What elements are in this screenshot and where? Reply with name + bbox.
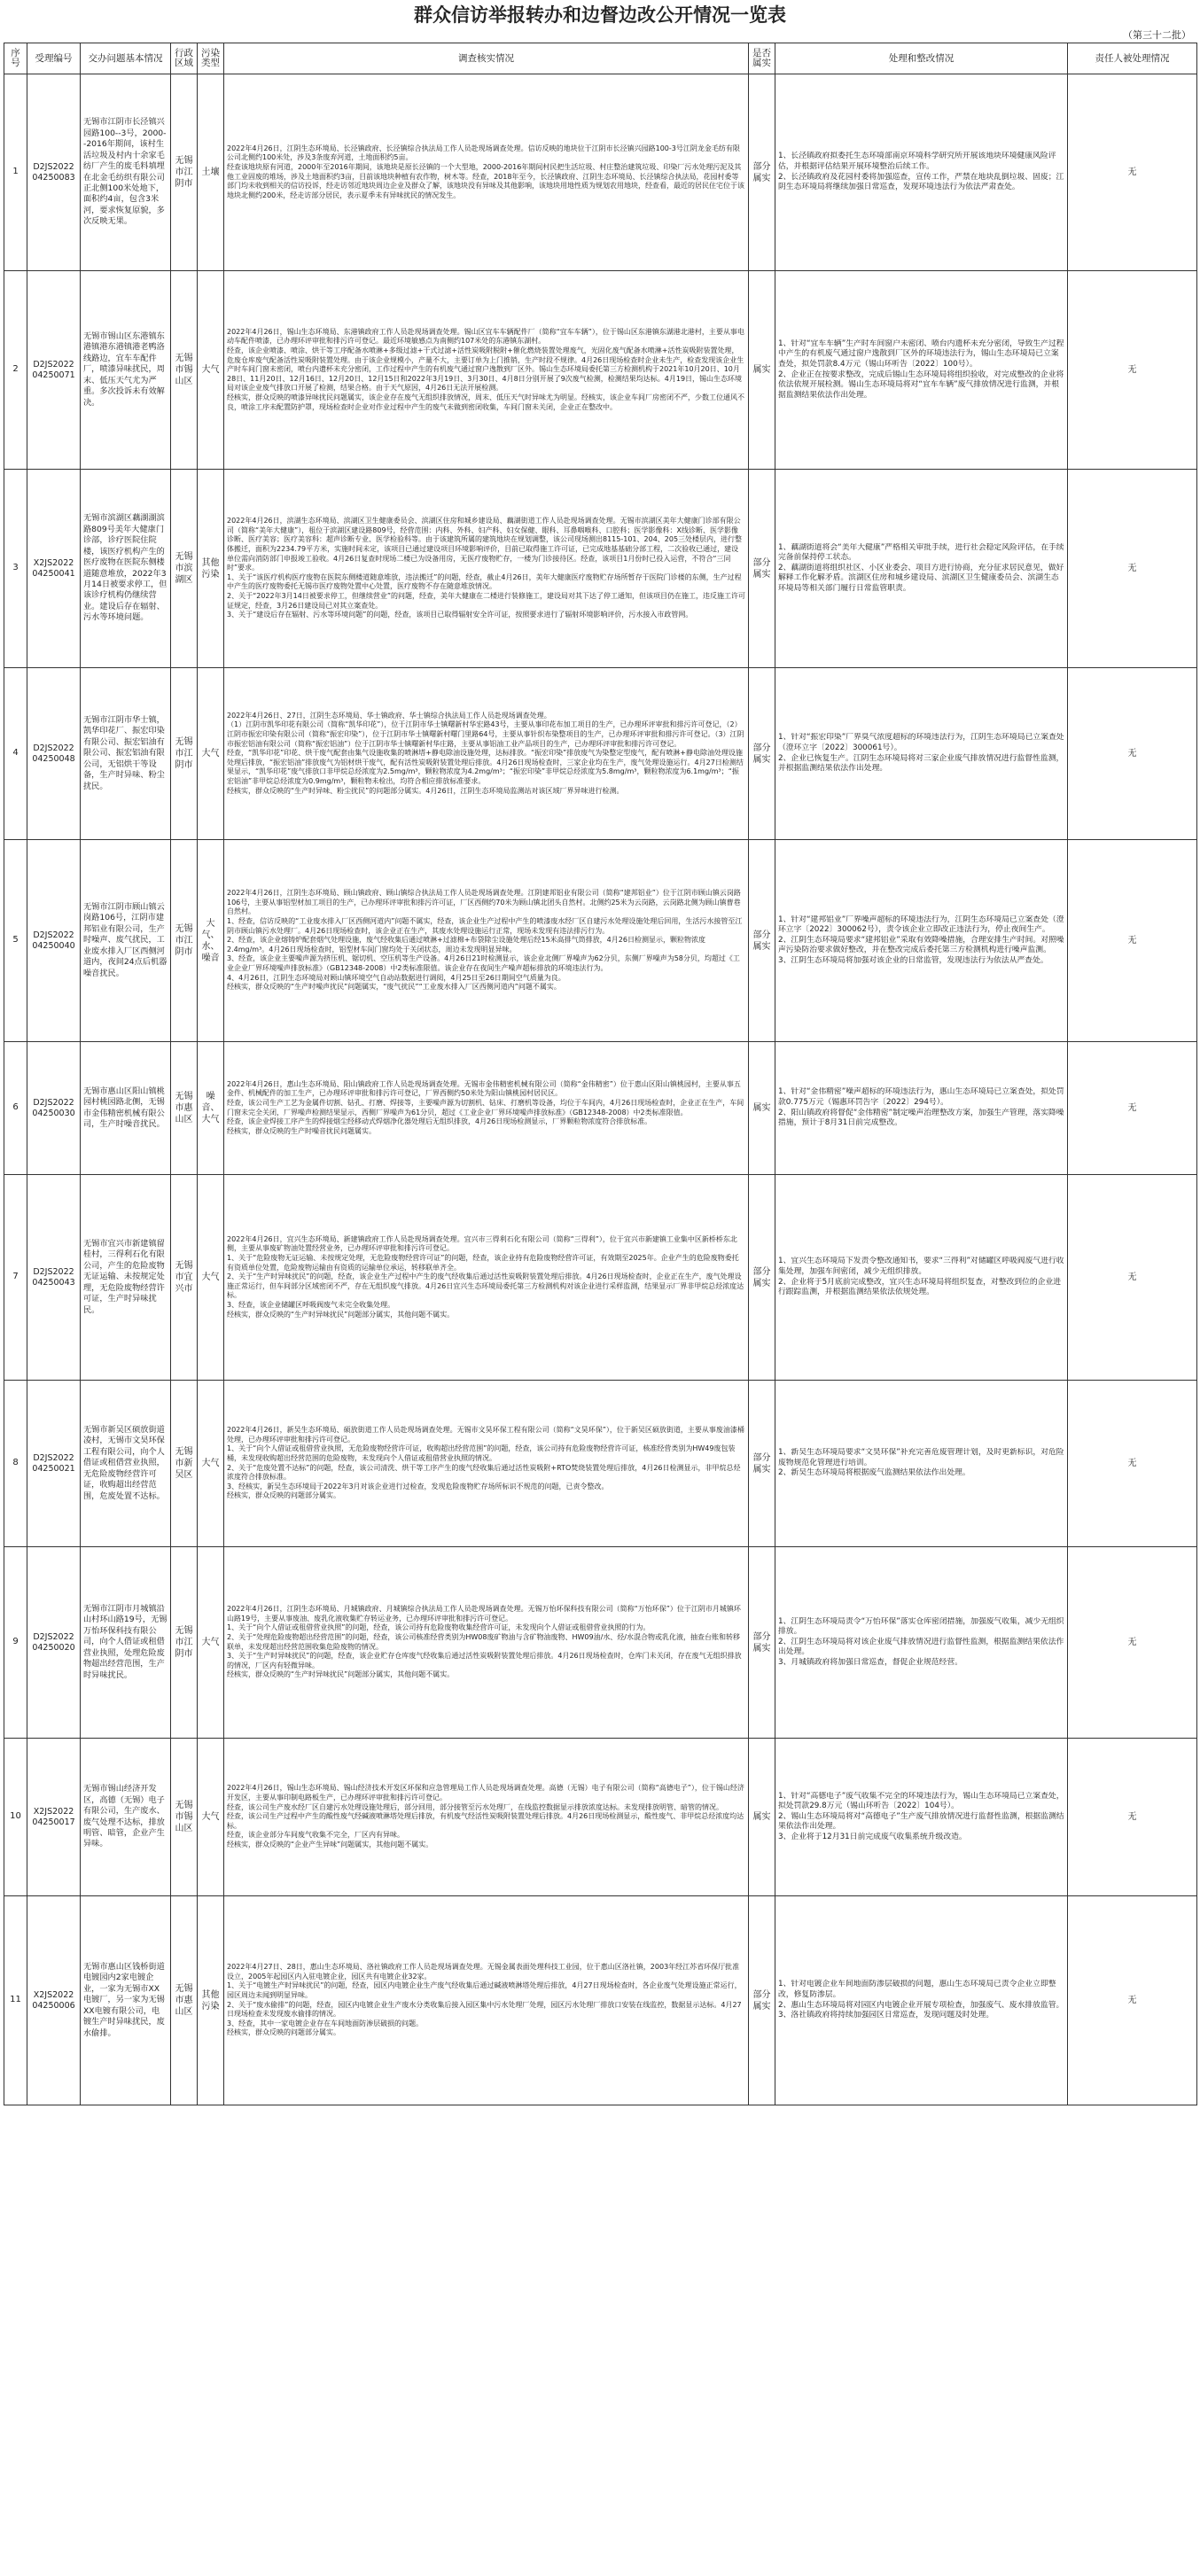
row-result <box>775 1896 1068 2105</box>
row-area <box>171 1042 198 1175</box>
row-real <box>749 668 775 840</box>
table-row <box>4 470 1197 668</box>
row-real <box>749 840 775 1042</box>
row-investigation-text: 2022年4月26日，江阴生态环境局、月城镇政府、月城镇综合执法局工作人员赴现场调查处理。无锡万怡环保科技有限公司（简称“万怡环保”）位于江阴市月城镇环山路19号，主要从事废油、废乳化液收集贮存转运业务，已办理环评审批和排污许可登记。 1、关于“向个人借证或租借营业执照”的问题，经查，该公司持有危险废物收集经营许可证，未发现向个人借证或租借营业执照的行为。 2、关于“处理危险废物超出经营范围”的问题，经查，该公司核准经营类别为HW08废矿物油与含矿物油废物、HW09油/水、烃/水混合物或乳化液，抽查台账和转移联单，未发现超出经营范围收集危险废物的情况。 3、关于“生产时异味扰民”的问题，经查，该企业贮存仓库废气经收集后通过活性炭吸附装置处理后排放。4月26日现场检查时，仓库门未关闭，存在废气无组织排放的情况，厂区内有轻微异味。 经核实，群众反映的“生产时异味扰民”问题部分属实，其他问题不属实。 <box>227 1605 742 1679</box>
row-id <box>27 840 81 1042</box>
row-basic-text: 无锡市锡山经济开发区，高德（无锡）电子有限公司，生产废水、废气处理不达标，排放明管、暗管，企业产生异味。 <box>83 1784 165 1849</box>
row-investigation <box>224 840 749 1042</box>
row-result-text: 1、针对“振宏印染”厂界臭气浓度超标的环境违法行为，江阴生态环境局已立案查处（澄环立字〔2022〕300061号）。 2、企业已恢复生产。江阴生态环境局将对三家企业废气排放情况进行监督性监测，并根据监测结果依法作出处理。 <box>778 733 1064 774</box>
row-basic <box>81 1175 171 1381</box>
row-type-text: 其他污染 <box>201 1989 220 2012</box>
row-investigation-text: 2022年4月27日、28日，惠山生态环境局、洛社镇政府工作人员赴现场调查处理。无锡金属表面处理科技工业园，位于惠山区洛社镇，2003年经江苏省环保厅批准设立，2005年起园区内入驻电镀企业，园区共有电镀企业32家。 1、关于“电镀生产时异味扰民”的问题，经查，园区内电镀企业生产废气经收集后通过碱液喷淋塔处理后排放，4月27日现场检查时，各企业废气处理设施正常运行，园区周边未闻到明显异味。 2、关于“废水偷排”的问题，经查，园区内电镀企业生产废水分类收集后接入园区集中污水处理厂处理，园区污水处理厂排放口安装在线监控，数据显示达标。4月27日现场检查未发现废水偷排的情况。 3、经查，其中一家电镀企业存在车间地面防渗层破损的问题。 经核实，群众反映的问题部分属实。 <box>227 1963 742 2037</box>
row-basic <box>81 1739 171 1896</box>
row-real-text: 部分属实 <box>752 1452 771 1475</box>
row-basic-text: 无锡市江阴市华士镇，凯华印花厂、振宏印染有限公司、振宏铝油有限公司、振宏铝油有限公司，无铝烘干等设备，生产时异味、粉尘扰民。 <box>83 715 165 791</box>
row-type-text: 大气 <box>201 749 220 759</box>
row-id-text: D2JS2022 04250048 <box>32 743 75 764</box>
row-seq-text: 8 <box>12 1459 19 1468</box>
table-row <box>4 1175 1197 1381</box>
row-id <box>27 668 81 840</box>
row-id <box>27 1896 81 2105</box>
row-seq-text: 1 <box>12 167 19 177</box>
row-resp <box>1068 1739 1197 1896</box>
row-seq <box>4 1547 27 1739</box>
row-id <box>27 1739 81 1896</box>
row-result <box>775 840 1068 1042</box>
row-id-text: X2JS2022 04250006 <box>32 1989 75 2011</box>
row-resp-text: 无 <box>1127 564 1137 573</box>
row-type <box>198 74 224 271</box>
table-row <box>4 1381 1197 1547</box>
row-basic <box>81 271 171 470</box>
row-type <box>198 271 224 470</box>
disclosure-table <box>4 43 1197 2105</box>
row-resp-text: 无 <box>1127 1638 1137 1647</box>
row-resp <box>1068 1547 1197 1739</box>
row-result-text: 1、新吴生态环境局要求“文昊环保”补充完善危废管理计划，及时更新标识，对危险废物规范化管理进行培训。 2、新吴生态环境局将根据废气监测结果依法作出处理。 <box>778 1448 1064 1478</box>
row-resp <box>1068 470 1197 668</box>
row-area-text: 无锡市锡山区 <box>175 1801 193 1833</box>
header-id: 受理编号 <box>27 43 81 74</box>
row-real <box>749 1547 775 1739</box>
row-seq-text: 10 <box>10 1812 21 1822</box>
row-seq <box>4 1896 27 2105</box>
row-result <box>775 668 1068 840</box>
row-id-text: D2JS2022 04250071 <box>32 359 75 380</box>
row-result <box>775 470 1068 668</box>
row-id-text: D2JS2022 04250030 <box>32 1097 75 1118</box>
header-investigation: 调查核实情况 <box>224 43 749 74</box>
row-basic-text: 无锡市滨湖区藕湖湖滨路809号美年大健康门诊部，诊疗医院住院楼，该医疗机构产生的医疗废物在医院东侧楼道随意堆放，2022年3月14日被要求停工，但该诊疗机构仍继续营业。建设后存在辐射、污水等环境问题。 <box>83 513 168 623</box>
row-investigation-text: 2022年4月26日，锡山生态环境局、锡山经济技术开发区环保和应急管理局工作人员赴现场调查处理。高德（无锡）电子有限公司（简称“高德电子”），位于锡山经济开发区，主要从事印制电路板生产，已办理环评审批和排污许可登记。 经查，该公司生产废水经厂区自建污水处理设施处理后，部分回用，部分接管至污水处理厂，在线监控数据显示排放浓度达标。未发现排放明管、暗管的情况。 经查，该公司生产过程中产生的酸性废气经碱液喷淋塔处理后排放，有机废气经活性炭吸附装置处理后排放。4月26日现场检测显示，酸性废气、非甲烷总烃浓度均达标。 经查，该企业部分车间废气收集不完全，厂区内有异味。 经核实，群众反映的“企业产生异味”问题属实，其他问题不属实。 <box>227 1784 744 1848</box>
row-resp <box>1068 1381 1197 1547</box>
row-type-text: 大气 <box>201 1812 220 1822</box>
row-investigation <box>224 668 749 840</box>
row-resp <box>1068 840 1197 1042</box>
row-seq-text: 6 <box>12 1103 19 1113</box>
row-resp <box>1068 1042 1197 1175</box>
row-id-text: X2JS2022 04250017 <box>32 1806 75 1827</box>
row-area-text: 无锡市江阴市 <box>175 737 193 770</box>
row-type <box>198 470 224 668</box>
row-type-text: 大气 <box>201 365 220 375</box>
row-result-text: 1、针对“高德电子”废气收集不完全的环境违法行为，锡山生态环境局已立案查处，拟处罚款29.8万元（锡山环听告〔2022〕104号）。 2、锡山生态环境局将对“高德电子”生产废气排放情况进行监督性监测，根据监测结果依法作出处理。 3、企业将于12月31日前完成废气收集系统升级改造。 <box>778 1791 1064 1841</box>
row-id-text: D2JS2022 04250043 <box>32 1266 75 1288</box>
row-type <box>198 1042 224 1175</box>
header-resp: 责任人被处理情况 <box>1068 43 1197 74</box>
row-area <box>171 470 198 668</box>
row-result <box>775 74 1068 271</box>
row-resp-text: 无 <box>1127 1459 1137 1468</box>
row-id-text: D2JS2022 04250040 <box>32 930 75 951</box>
row-seq <box>4 470 27 668</box>
row-basic-text: 无锡市江阴市月城镇沿山村环山路19号，无锡万怡环保科技有限公司，向个人借证或租借营业执照，处理危险废物超出经营范围，生产时异味扰民。 <box>83 1604 168 1680</box>
row-seq <box>4 1175 27 1381</box>
row-id <box>27 1042 81 1175</box>
row-area-text: 无锡市江阴市 <box>175 924 193 957</box>
row-basic-text: 无锡市新吴区硕放街道凌村，无锡市文昊环保工程有限公司，向个人借证或租借营业执照，无危险废物经营许可证，收购超出经营范围，危废处置不达标。 <box>83 1425 165 1501</box>
row-type-text: 噪音、大气 <box>201 1092 220 1125</box>
row-result <box>775 1175 1068 1381</box>
row-seq-text: 7 <box>12 1272 19 1282</box>
row-basic-text: 无锡市江阴市长泾镇兴园路100--3号，2000--2016年期间，该村生活垃圾及村内十余家毛纺厂产生的废毛料填埋在北金毛纺织有限公司正北侧100米处地下，面积约4亩，包含3米河，要求恢复原貌，多次反映无果。 <box>83 117 167 227</box>
row-real-text: 属实 <box>752 1103 771 1113</box>
row-area-text: 无锡市新吴区 <box>175 1447 193 1480</box>
row-type <box>198 1896 224 2105</box>
row-type-text: 大气 <box>201 1459 220 1468</box>
row-investigation <box>224 1175 749 1381</box>
page-title: 群众信访举报转办和边督边改公开情况一览表 <box>414 4 786 26</box>
row-seq-text: 2 <box>12 365 19 375</box>
row-type-text: 大气、水、噪音 <box>201 918 220 963</box>
row-type <box>198 1547 224 1739</box>
row-resp-text: 无 <box>1127 936 1137 946</box>
row-real-text: 部分属实 <box>752 1266 771 1288</box>
row-investigation <box>224 1042 749 1175</box>
row-real <box>749 1042 775 1175</box>
row-basic <box>81 1381 171 1547</box>
row-real-text: 部分属实 <box>752 743 771 765</box>
row-resp-text: 无 <box>1127 1103 1137 1113</box>
row-area <box>171 74 198 271</box>
row-resp-text: 无 <box>1127 749 1137 759</box>
row-area-text: 无锡市江阴市 <box>175 1626 193 1659</box>
row-result-text: 1、江阴生态环境局责令“万怡环保”落实仓库密闭措施，加强废气收集，减少无组织排放。 2、江阴生态环境局将对该企业废气排放情况进行监督性监测，根据监测结果依法作出处理。 3、月城镇政府将加强日常巡查，督促企业规范经营。 <box>778 1616 1064 1667</box>
table-row <box>4 1896 1197 2105</box>
row-basic <box>81 1042 171 1175</box>
row-type-text: 其他污染 <box>201 557 220 580</box>
row-area <box>171 271 198 470</box>
row-seq <box>4 1739 27 1896</box>
batch-label: （第三十二批） <box>1123 29 1191 41</box>
row-real <box>749 470 775 668</box>
row-seq <box>4 74 27 271</box>
row-result <box>775 271 1068 470</box>
row-real-text: 部分属实 <box>752 1989 771 2012</box>
row-real <box>749 271 775 470</box>
row-investigation-text: 2022年4月26日，锡山生态环境局、东港镇政府工作人员赴现场调查处理。锡山区宜车车辆配件厂（简称“宜车车辆”），位于锡山区东港镇东湖港北港村，主要从事电动车配件喷漆，已办理环评审批和排污许可登记。最近环境敏感点为南侧约107米处的东港镇东湖村。 经查，该企业喷漆、喷涂、烘干等工序配备水喷淋+多级过滤+干式过滤+活性炭吸附脱附+催化燃烧装置处理废气，光固化废气配备水喷淋+活性炭吸附装置处理，危废仓库废气配备活性炭吸附装置处理。由于该企业规模小，产量不大，主要订单为上门推销，生产时段不规律。4月26日现场检查时企业未生产，检查发现该企业生产时车间门窗未密闭，喷台内遗杯未充分密闭，工作过程中产生的有机废气通过窗户逸散到厂区外。锡山生态环境局委托第三方检测机构于2021年10月20日、10月28日、11月20日、12月16日、12月20日、12月15日和2022年3月19日、3月30日、4月8日分别开展了9次废气检测，检测结果均达标。4月19日，锡山生态环境局对该企业废气排放口开展了检测，结果合格。由于天气原因，4月26日无法开展检测。 经核实，群众反映的喷漆异味扰民问题属实，该企业存在废气无组织排放情况，周末、低压天气时异味尤为明显。经核实，该企业车间厂房密闭不严，少数工位通风不良，喷涂工序未配置防护罩，现场检查时企业对作业过程中产生的废气未做到密闭收集，车间门窗未关闭，企业正在整改中。 <box>227 327 744 411</box>
table-row <box>4 1042 1197 1175</box>
header-real: 是否属实 <box>749 43 775 74</box>
row-resp <box>1068 271 1197 470</box>
table-header <box>4 43 1197 74</box>
row-id <box>27 470 81 668</box>
row-result <box>775 1042 1068 1175</box>
row-result <box>775 1381 1068 1547</box>
row-seq <box>4 271 27 470</box>
row-result-text: 1、针对“建邦铝业”厂界噪声超标的环境违法行为，江阴生态环境局已立案查处（澄环立字〔2022〕300062号），责令该企业立即改正违法行为，停止夜间生产。 2、江阴生态环境局要求“建邦铝业”采取有效降噪措施，合理安排生产时间。对照噪声污染防治要求做好整改，并在整改完成后委托第三方检测机构进行噪声监测。 3、江阴生态环境局将加强对该企业的日常监管，发现违法行为依法从严查处。 <box>778 914 1064 965</box>
table-row <box>4 1739 1197 1896</box>
row-area-text: 无锡市锡山区 <box>175 354 193 386</box>
row-resp-text: 无 <box>1127 1272 1137 1282</box>
row-seq <box>4 668 27 840</box>
row-seq-text: 9 <box>12 1638 19 1647</box>
row-result <box>775 1739 1068 1896</box>
table-row <box>4 271 1197 470</box>
row-id-text: X2JS2022 04250041 <box>32 557 75 579</box>
row-investigation <box>224 1896 749 2105</box>
row-investigation <box>224 1739 749 1896</box>
row-investigation-text: 2022年4月26日、27日，江阴生态环境局、华士镇政府、华士镇综合执法局工作人员赴现场调查处理。 （1）江阴市凯华印花有限公司（简称“凯华印花”），位于江阴市华士镇曙新村华宏路43号，主要从事印花布加工项目的生产，已办理环评审批和排污许可登记，（2）江阴市振宏印染有限公司（简称“振宏印染”），位于江阴市华士镇曙新村曙门里路64号，主要从事针织布染整项目的生产，已办理环评审批和排污许可登记。（3）江阴市振宏铝油有限公司（简称“振宏铝油”）位于江阴市华士镇曙新村华庄路，主要从事铝油工业产品项目的生产，已办理环评审批和排污许可登记。 经查，“凯华印花”印花、烘干废气配套由集气设施收集的喷淋塔+静电除油设施处理，达标排放。“振宏印染”排放废气为染整定型废气，配有喷淋+静电除油处理设施处理后排放，“振宏铝油”排放废气为铝材烘干废气，配有活性炭吸附装置处理后排放。4月26日现场检查时，三家企业均在生产，废气处理设施运行。4月27日检测结果显示，“凯华印花”废气排放口非甲烷总烃浓度为2.5mg/m³，颗粒物浓度为4.2mg/m³；“振宏印染”非甲烷总烃浓度为5.8mg/m³，颗粒物浓度为6.1mg/m³；“振宏铝油”非甲烷总烃浓度为0.9mg/m³，颗粒物未检出，均符合相应排放标准要求。 经核实，群众反映的“生产时异味、粉尘扰民”的问题部分属实。4月26日，江阴生态环境局监测站对该区域厂界异味进行检测。 <box>227 711 744 795</box>
row-resp <box>1068 668 1197 840</box>
row-area <box>171 1381 198 1547</box>
row-area-text: 无锡市惠山区 <box>175 1092 193 1125</box>
row-type <box>198 668 224 840</box>
row-real-text: 部分属实 <box>752 1631 771 1654</box>
row-investigation-text: 2022年4月26日，宜兴生态环境局、新建镇政府工作人员赴现场调查处理。宜兴市三得利石化有限公司（简称“三得利”），位于宜兴市新建镇工业集中区新桥桥东北侧，主要从事废矿物油处置经营业务，已办理环评审批和排污许可登记。 1、关于“危险废物无证运输、未按规定处理，无危险废物经营许可证”的问题，经查，该企业持有危险废物经营许可证，有效期至2025年。企业产生的危险废物委托有资质单位处置，危险废物运输由有资质的运输单位承运，转移联单齐全。 2、关于“生产时异味扰民”的问题，经查，该企业生产过程中产生的废气经收集后通过活性炭吸附装置处理后排放。4月26日现场检查时，企业正在生产，废气处理设施正常运行，但车间部分区域密闭不严，存在无组织废气排放。4月26日宜兴生态环境局委托第三方检测机构对该企业进行采样监测，结果显示厂界非甲烷总烃浓度达标。 3、经查，该企业储罐区呼吸阀废气未完全收集处理。 经核实，群众反映的“生产时异味扰民”问题部分属实，其他问题不属实。 <box>227 1234 744 1319</box>
row-resp-text: 无 <box>1127 167 1137 177</box>
row-id-text: D2JS2022 04250021 <box>32 1452 75 1474</box>
row-real-text: 属实 <box>752 1812 771 1822</box>
row-result-text: 1、藕湖街道将会“美年大健康”严格相关审批手续，进行社会稳定风险评估，在手续完备前保持停工状态。 2、藕湖街道将组织社区、小区业委会、项目方进行协商，充分征求居民意见，做好解释工作化解矛盾。滨湖区住房和城乡建设局、滨湖区卫生健康委员会、滨湖生态环境局等相关部门履行日常监管职责。 <box>778 542 1064 593</box>
row-investigation-text: 2022年4月26日，江阴生态环境局、长泾镇政府、长泾镇综合执法局工作人员赴现场调查处理。信访反映的地块位于江阴市长泾镇兴园路100-3号江阴龙金毛纺有限公司北侧约100米处，涉及3条废弃河道，土地面积约5亩。 经查该地块原有河道，2000年至2016年期间，该地块是原长泾镇的一个大型地，2000-2016年期间村民把生活垃圾、村庄整治建筑垃圾、印染厂污水处理污泥及其他工业固废的堆场，涉及土地面积约3亩，目前该地块种植有农作物，树木等。经查，2018年至今，长泾镇政府、江阴生态环境局、长泾镇综合执法局，花园村委等部门均未收到相关的信访投诉，经走访邻近地块周边企业及群众了解，该地块没有异味及其他影响，该地块用地性质为规划农用地块，经查看，最近的居民住宅位于该地块北侧约200米，经走访部分居民，表示夏季未有异味扰民的情况发生。 <box>227 144 744 199</box>
row-investigation-text: 2022年4月26日，惠山生态环境局、阳山镇政府工作人员赴现场调查处理。无锡市金伟精密机械有限公司（简称“金伟精密”）位于惠山区阳山镇桃园村，主要从事五金件、机械配件的加工生产，已办理环评审批和排污许可登记，厂界西侧约50米处为阳山镇桃园村居民区。 经查，该公司生产工艺为金属件切割、钻孔、打磨、焊接等，主要噪声源为切割机、钻床、打磨机等设备，均位于车间内，4月26日现场检查时，企业正在生产，车间门窗未完全关闭，厂界噪声检测结果显示，西侧厂界噪声为61分贝，超过《工业企业厂界环境噪声排放标准》（GB12348-2008）中2类标准限值。 经查，该企业焊接工序产生的焊接烟尘经移动式焊烟净化器处理后无组织排放，4月26日现场检测显示，厂界颗粒物浓度符合排放标准。 经核实，群众反映的生产时噪音扰民问题属实。 <box>227 1079 744 1135</box>
row-area-text: 无锡市宜兴市 <box>175 1261 193 1294</box>
row-real-text: 部分属实 <box>752 930 771 952</box>
row-basic <box>81 1896 171 2105</box>
row-area-text: 无锡市滨湖区 <box>175 552 193 585</box>
row-area <box>171 1896 198 2105</box>
row-seq-text: 5 <box>12 936 19 946</box>
row-investigation-text: 2022年4月26日，江阴生态环境局、顾山镇政府、顾山镇综合执法局工作人员赴现场调查处理。江阴建邦铝业有限公司（简称“建邦铝业”）位于江阴市顾山镇云岗路106号，主要从事铝型材加工项目的生产，已办理环评审批和排污许可证，厂区西侧约70米为顾山镇北团头自然村。北侧约25米为云岗路，云岗路北侧为顾山镇曹巷自然村。 1、经查，信访反映的“工业废水排入厂区西侧河道内”问题不属实，经查，该企业生产过程中产生的喷漆废水经厂区自建污水处理设施处理后回用，生活污水接管至江阴市顾山镇污水处理厂。4月26日现场检查时，该企业正在生产，其废水处理设施运行正常，现场未发现有违法排污行为。 2、经查，该企业熔铸炉配套烟气处理设施，废气经收集后通过喷淋+过滤棉+布袋除尘设施处理后经15米高排气筒排放，4月26日检测显示，颗粒物浓度2.4mg/m³。4月26日现场检查时，铝型材车间门窗均处于关闭状态，周边未发现明显异味。 3、经查，该企业主要噪声源为挤压机、锯切机、空压机等生产设备。4月26日21时检测显示，该企业北侧厂界噪声为62分贝，东侧厂界噪声为58分贝，均超过《工业企业厂界环境噪声排放标准》（GB12348-2008）中2类标准限值。该企业存在夜间生产噪声超标排放的环境违法行为。 4、4月26日，江阴生态环境局对顾山镇环境空气自动站数据进行调阅，4月25日至26日期间空气质量为良。 经核实，群众反映的“生产时噪声扰民”问题属实，“废气扰民”“工业废水排入厂区西侧河道内”问题不属实。 <box>227 889 743 992</box>
row-seq <box>4 1042 27 1175</box>
row-seq-text: 3 <box>12 564 19 573</box>
row-resp <box>1068 74 1197 271</box>
row-result-text: 1、长泾镇政府拟委托生态环境部南京环境科学研究所开展该地块环境健康风险评估，并根据评估结果开展环境整治后续工作。 2、长泾镇政府及花园村委将加强巡查，宣传工作，严禁在地块乱倒垃圾、固废；江阴生态环境局将继续加强日常巡查，发现环境违法行为依法严肃查处。 <box>778 152 1064 192</box>
row-type <box>198 1739 224 1896</box>
row-investigation-text: 2022年4月26日，滨湖生态环境局、滨湖区卫生健康委员会、滨湖区住房和城乡建设局、藕湖街道工作人员赴现场调查处理。无锡市滨湖区美年大健康门诊部有限公司（简称“美年大健康”），租位于滨湖区建设路809号，经营范围：内科、外科、妇产科、妇女保健、眼科、耳鼻咽喉科、口腔科；医学影像科：X线诊断、医学影像诊断、医疗美容；医疗美容科：超声诊断专业、医学检验科等。由于该建筑所属的建筑地块在规划调整，该公司现场测出8115-101、204、205三处楼层内，进行整体搬迁，面积为2234.79平方米，实施时间未定，该项目已通过建设项目环境影响评价，目前已取得施工许可证，已完成地基基础分部工程，二次验收已通过，建设单位需向消防部门申报竣工验收。4月26日复查时现场二楼已为设备用房，无医疗废物贮存，一楼为门诊接待区。经查，该项目1月份时已投入运营，不符合“三同时”要求。 1、关于“该医疗机构医疗废物在医院东侧楼道随意堆放，违法搬迁”的问题，经查，截止4月26日，美年大健康医疗废物贮存场所暂存于医院门诊楼的东侧，生产过程中产生的医疗废物委托无锡市医疗废物处置中心处置，医疗废物不存在随意堆放情况。 2、关于“2022年3月14日被要求停工，但继续营业”的问题，经查，美年大健康在二楼进行装修施工，建设局对其下达了停工通知，但该项目仍在施工，违反施工许可证规定，经查，3月26日建设局已对其立案查处。 3、关于“建设后存在辐射、污水等环境问题”的问题，经查，该项目已取得辐射安全许可证，按照要求进行了辐射环境影响评价，污水接入市政管网。 <box>227 517 745 619</box>
table-row <box>4 840 1197 1042</box>
row-type <box>198 1175 224 1381</box>
header-basic: 交办问题基本情况 <box>81 43 171 74</box>
row-resp-text: 无 <box>1127 365 1137 375</box>
row-basic <box>81 74 171 271</box>
row-investigation <box>224 1547 749 1739</box>
row-real <box>749 1381 775 1547</box>
row-area-text: 无锡市惠山区 <box>175 1984 193 2017</box>
row-area <box>171 668 198 840</box>
row-type <box>198 840 224 1042</box>
row-result-text: 1、针对“金伟精密”噪声超标的环境违法行为，惠山生态环境局已立案查处，拟处罚款0.775万元（锡惠环罚告字〔2022〕294号）。 2、阳山镇政府将督促“金伟精密”制定噪声治理整改方案，加强生产管理，落实降噪措施，预计于8月31日前完成整改。 <box>778 1087 1064 1128</box>
row-type-text: 大气 <box>201 1638 220 1647</box>
table-row <box>4 1547 1197 1739</box>
row-real-text: 部分属实 <box>752 557 771 580</box>
row-basic <box>81 470 171 668</box>
row-area <box>171 1739 198 1896</box>
row-type-text: 土壤 <box>201 167 220 177</box>
row-basic-text: 无锡市江阴市顾山镇云岗路106号，江阴市建邦铝业有限公司，生产时噪声、废气扰民，工业废水排入厂区西侧河道内，夜间24点后机器噪音扰民。 <box>83 902 168 978</box>
row-area <box>171 1175 198 1381</box>
row-real-text: 部分属实 <box>752 161 771 183</box>
table-row <box>4 74 1197 271</box>
row-basic-text: 无锡市惠山区钱桥街道电镀园内2家电镀企业，一家为无锡市XX电镀厂，另一家为无锡XX电镀有限公司，电镀生产时异味扰民，废水偷排。 <box>83 1962 165 2038</box>
row-type <box>198 1381 224 1547</box>
row-investigation <box>224 74 749 271</box>
row-id <box>27 1175 81 1381</box>
row-result-text: 1、宜兴生态环境局下发责令整改通知书，要求“三得利”对储罐区呼吸阀废气进行收集处理，加强车间密闭，减少无组织排放。 2、企业将于5月底前完成整改，宜兴生态环境局将组织复查，对整改到位的企业进行跟踪监测，并根据监测结果依法依规处理。 <box>778 1257 1064 1297</box>
row-basic-text: 无锡市锡山区东港镇东港镇港东港镇港老鸭洛线路边，宜车车配件厂，喷漆异味扰民，周末、低压天气尤为严重。多次投诉未有效解决。 <box>83 331 165 408</box>
row-area <box>171 840 198 1042</box>
row-result-text: 1、针对“宜车车辆”生产时车间窗户未密闭、喷台内遗杯未充分密闭，导致生产过程中产生的有机废气通过窗户逸散到厂区外的环境违法行为，锡山生态环境局已立案查处，拟处罚款8.4万元（锡山环听告〔2022〕100号）。 2、企业正在按要求整改，完成后锡山生态环境局将组织验收，对完成整改的企业将依法依规开展检测。锡山生态环境局将对“宜车车辆”废气排放情况进行监测，并根据监测结果依法作出处理。 <box>778 339 1064 400</box>
row-real <box>749 1739 775 1896</box>
row-seq <box>4 1381 27 1547</box>
row-id <box>27 271 81 470</box>
row-real <box>749 74 775 271</box>
row-investigation <box>224 470 749 668</box>
row-seq-text: 11 <box>10 1996 21 2005</box>
row-basic <box>81 668 171 840</box>
row-investigation <box>224 1381 749 1547</box>
row-area <box>171 1547 198 1739</box>
row-id <box>27 1381 81 1547</box>
row-basic-text: 无锡市惠山区阳山镇桃园村桃园路北侧，无锡市金伟精密机械有限公司，生产时噪音扰民。 <box>83 1086 165 1129</box>
row-resp-text: 无 <box>1127 1812 1137 1822</box>
table-row <box>4 668 1197 840</box>
row-real <box>749 1175 775 1381</box>
row-id-text: D2JS2022 04250020 <box>32 1631 75 1653</box>
row-resp <box>1068 1175 1197 1381</box>
row-id <box>27 74 81 271</box>
row-id-text: D2JS2022 04250083 <box>32 161 75 183</box>
row-id <box>27 1547 81 1739</box>
row-resp-text: 无 <box>1127 1996 1137 2005</box>
header-seq: 序号 <box>4 43 27 74</box>
row-basic-text: 无锡市宜兴市新建镇留桂村，三得利石化有限公司，产生的危险废物无证运输、未按规定处理，无危险废物经营许可证，生产时异味扰民。 <box>83 1239 165 1315</box>
row-type-text: 大气 <box>201 1272 220 1282</box>
row-resp <box>1068 1896 1197 2105</box>
header-area: 行政区域 <box>171 43 198 74</box>
row-basic <box>81 840 171 1042</box>
row-investigation-text: 2022年4月26日，新吴生态环境局、硕放街道工作人员赴现场调查处理。无锡市文昊环保工程有限公司（简称“文昊环保”），位于新吴区硕放街道，主要从事废油漆桶处理，已办理环评审批和排污许可登记。 1、关于“向个人借证或租借营业执照，无危险废物经营许可证，收购超出经营范围”的问题，经查，该公司持有危险废物经营许可证，核准经营类别为HW49废包装桶，未发现收购超出经营范围的危险废物，未发现向个人借证或租借营业执照的情况。 2、关于“危废处置不达标”的问题，经查，该公司清洗、烘干等工序产生的废气经收集后通过活性炭吸附+RTO焚烧装置处理后排放，4月26日检测显示，非甲烷总烃浓度符合排放标准。 3、经核实，新吴生态环境局于2022年3月对该企业进行过检查，发现危险废物贮存场所标识不规范的问题，已责令整改。 经核实，群众反映的问题部分属实。 <box>227 1426 744 1500</box>
header-type: 污染类型 <box>198 43 224 74</box>
row-area-text: 无锡市江阴市 <box>175 156 193 189</box>
header-result: 处理和整改情况 <box>775 43 1068 74</box>
row-result <box>775 1547 1068 1739</box>
row-real-text: 属实 <box>752 365 771 375</box>
row-real <box>749 1896 775 2105</box>
row-investigation <box>224 271 749 470</box>
row-seq-text: 4 <box>12 749 19 759</box>
row-result-text: 1、针对电镀企业车间地面防渗层破损的问题，惠山生态环境局已责令企业立即整改，修复防渗层。 2、惠山生态环境局将对园区内电镀企业开展专项检查，加强废气、废水排放监管。 3、洛社镇政府将持续加强园区日常巡查，发现问题及时处理。 <box>778 1980 1064 2020</box>
row-basic <box>81 1547 171 1739</box>
row-seq <box>4 840 27 1042</box>
